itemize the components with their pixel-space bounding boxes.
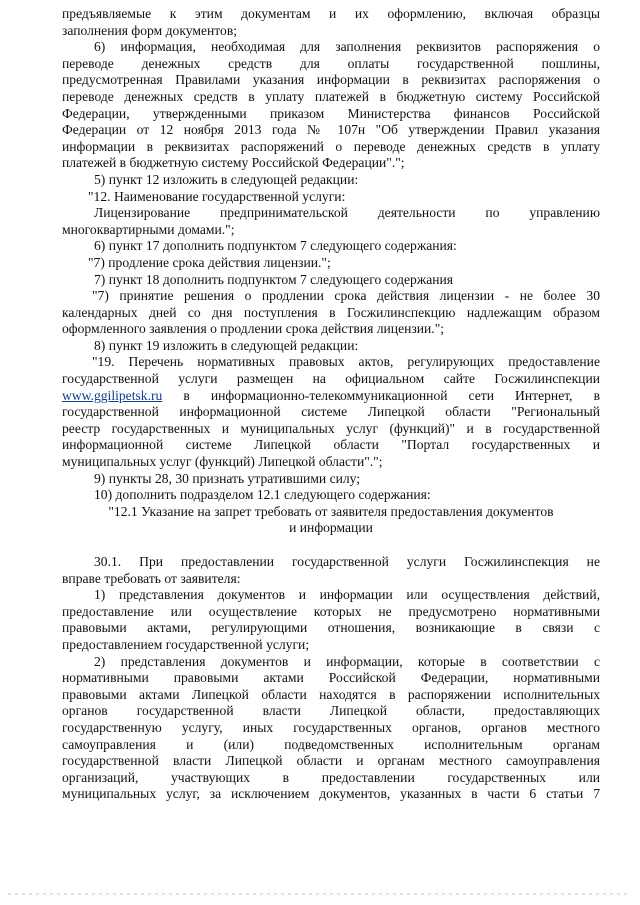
text-line: правовыми актами, регулирующими отношения, возникающие в связи с — [62, 620, 600, 636]
paragraph-30-1-item-1 — [62, 587, 600, 653]
text-line: предъявляемые к этим документам и их оформлению, включая образцы — [62, 6, 600, 21]
paragraph-quote-12 — [62, 189, 600, 206]
text-line: Федерации от 12 ноября 2013 года № 107н "Об утверждении Правил указания — [62, 122, 600, 138]
text-line: 9) пункты 28, 30 признать утратившими силу; — [94, 470, 361, 486]
website-link[interactable]: www.ggilipetsk.ru — [62, 387, 163, 403]
text-line: 30.1. При предоставлении государственной услуги Госжилинспекция не — [94, 554, 600, 569]
text-line — [62, 388, 600, 405]
paragraph-30-1-item-2 — [62, 654, 600, 803]
text-line: 7) пункт 18 дополнить подпунктом 7 следующего содержания — [94, 271, 454, 287]
paragraph-item-9 — [62, 471, 600, 488]
text-line: переводе денежных средств в уплату платежей в бюджетную систему Российской — [62, 88, 600, 104]
text-line: оформленного заявления о продлении срока действия лицензии."; — [62, 321, 445, 337]
paragraph-item-5 — [62, 172, 600, 189]
paragraph-item-7 — [62, 272, 600, 289]
text-line: нормативными правовыми актами Российской Федерации, нормативными — [62, 670, 600, 686]
paragraph-quote-7b — [62, 288, 600, 338]
paragraph-30-1 — [62, 554, 600, 587]
text-line: "12. Наименование государственной услуги: — [88, 188, 346, 204]
text-line: многоквартирными домами."; — [62, 221, 235, 237]
text-line: 1) представления документов и информации или осуществления действий, — [94, 587, 600, 603]
text-line: предусмотренная Правилами указания информации в реквизитах распоряжения о — [62, 72, 600, 88]
spacer — [62, 537, 600, 554]
text-line: 8) пункт 19 изложить в следующей редакции: — [94, 337, 359, 353]
heading-line: и информации — [289, 520, 373, 536]
text-line: самоуправления и (или) подведомственных исполнительным органам — [62, 736, 600, 752]
text-line: предоставлением государственной услуги; — [62, 636, 310, 652]
text-line: платежей в бюджетную систему Российской Федерации"."; — [62, 155, 405, 171]
text-line: Лицензирование предпринимательской деятельности по управлению — [94, 205, 600, 221]
paragraph-intro — [62, 6, 600, 39]
text-line: "7) принятие решения о продлении срока действия лицензии - не более 30 — [92, 288, 600, 304]
text-line: муниципальных услуг (функций) Липецкой области"."; — [62, 454, 383, 470]
text-line: государственной власти Липецкой области и органам местного самоуправления — [62, 753, 600, 769]
text-line: правовыми актами Липецкой области находятся в распоряжении исполнительных — [62, 686, 600, 702]
heading-line: "12.1 Указание на запрет требовать от заявителя предоставления документов — [108, 503, 554, 519]
paragraph-item-8 — [62, 338, 600, 355]
scan-artifact — [8, 893, 628, 895]
text-line: муниципальных услуг, за исключением документов, указанных в части 6 статьи 7 — [62, 786, 600, 802]
text-line: информации в реквизитах распоряжений о переводе денежных средств в уплату — [62, 138, 600, 154]
text-line: Федерации, утвержденными приказом Министерства финансов Российской — [62, 105, 600, 121]
text-line: переводе денежных средств для оплаты государственной пошлины, — [62, 55, 600, 71]
text-line: реестр государственных и муниципальных услуг (функций)" и в государственной — [62, 420, 600, 436]
text-line: вправе требовать от заявителя: — [62, 570, 241, 586]
text-line: заполнения форм документов; — [62, 22, 238, 38]
text-line: органов государственной власти Липецкой области, предоставляющих — [62, 703, 600, 719]
text-line: организаций, участвующих в предоставлении государственных или — [62, 769, 600, 785]
paragraph-quote-7a — [62, 255, 600, 272]
text-line: информационной системе Липецкой области "Портал государственных и — [62, 437, 600, 453]
text-line: 2) представления документов и информации, которые в соответствии с — [94, 653, 600, 669]
paragraph-licensing — [62, 205, 600, 238]
text-line: государственной информационной системе Липецкой области "Региональный — [62, 404, 600, 420]
text-line: государственной услуги размещен на официальном сайте Госжилинспекции — [62, 371, 600, 387]
text-line: 10) дополнить подразделом 12.1 следующего содержания: — [94, 487, 431, 503]
document-page — [62, 6, 600, 803]
paragraph-item-6 — [62, 39, 600, 172]
text-line: "19. Перечень нормативных правовых актов, регулирующих предоставление — [92, 354, 600, 370]
text-line: 5) пункт 12 изложить в следующей редакции: — [94, 171, 359, 187]
paragraph-quote-19 — [62, 354, 600, 470]
text-line: 6) информация, необходимая для заполнения реквизитов распоряжения о — [94, 39, 600, 55]
text-line: государственную услугу, иных государственных органов, органов местного — [62, 719, 600, 735]
paragraph-item-10 — [62, 487, 600, 504]
text-line: календарных дней со дня поступления в Госжилинспекцию надлежащим образом — [62, 304, 600, 320]
text-line: 6) пункт 17 дополнить подпунктом 7 следующего содержания: — [94, 238, 457, 254]
text-line: "7) продление срока действия лицензии."; — [88, 254, 331, 270]
text-fragment: в информационно-телекоммуникационной сети Интернет, в — [162, 387, 600, 403]
paragraph-item-6b — [62, 238, 600, 255]
subsection-heading — [62, 504, 600, 537]
text-line: предоставление или осуществление которых не предусмотрено нормативными — [62, 603, 600, 619]
